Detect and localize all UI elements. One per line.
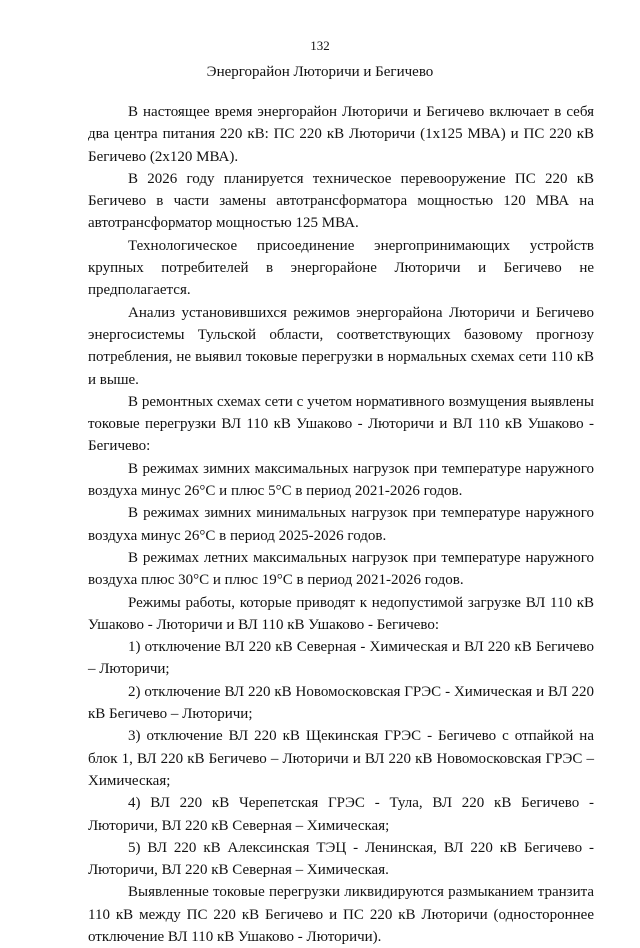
paragraph: В 2026 году планируется техническое перевооружение ПС 220 кВ Бегичево в части замены автотрансформатора мощностью 120 МВА на автотрансформатор мощностью 125 МВА. xyxy=(88,170,594,232)
list-item: 3) отключение ВЛ 220 кВ Щекинская ГРЭС - Бегичево с отпайкой на блок 1, ВЛ 220 кВ Бегичево – Лютоpичи и ВЛ 220 кВ Новомосковская ГРЭС – Химическая; xyxy=(88,728,594,789)
paragraph: Технологическое присоединение энергопринимающих устройств крупных потребителей в энергорайоне Лютоpичи и Бегичево не предполагается. xyxy=(88,237,594,299)
paragraph: Режимы работы, которые приводят к недопустимой загрузке ВЛ 110 кВ Ушаково - Лютоpичи и ВЛ 110 кВ Ушаково - Бегичево: xyxy=(88,594,594,633)
list-item: 5) ВЛ 220 кВ Алексинская ТЭЦ - Ленинская, ВЛ 220 кВ Бегичево - Лютоpичи, ВЛ 220 кВ Северная – Химическая. xyxy=(88,839,594,879)
paragraph: В настоящее время энергорайон Лютоpичи и Бегичево включает в себя два центра питания 220 кВ: ПС 220 кВ Лютоpичи (1х125 МВА) и ПС 220 кВ Бегичево (2х120 МВА). xyxy=(88,104,594,165)
page-title: Энергорайон Лютоpичи и Бегичево xyxy=(206,64,434,80)
paragraph: В режимах зимних максимальных нагрузок при температуре наружного воздуха минус 26°С и плюс 5°С в период 2021-2026 годов. xyxy=(88,460,594,500)
paragraph: В ремонтных схемах сети с учетом нормативного возмущения выявлены токовые перегрузки ВЛ 110 кВ Ушаково - Лютоpичи и ВЛ 110 кВ Ушаково - Бегичево: xyxy=(88,393,594,455)
page-number: 132 xyxy=(310,38,330,53)
list-item: 2) отключение ВЛ 220 кВ Новомосковская ГРЭС - Химическая и ВЛ 220 кВ Бегичево – Лютоpичи; xyxy=(88,683,594,723)
paragraph: В режимах зимних минимальных нагрузок при температуре наружного воздуха минус 26°С в период 2025-2026 годов. xyxy=(88,505,594,544)
list-item: 4) ВЛ 220 кВ Черепетская ГРЭС - Тула, ВЛ 220 кВ Бегичево - Лютоpичи, ВЛ 220 кВ Северная – Химическая; xyxy=(88,795,594,834)
paragraph: Выявленные токовые перегрузки ликвидируются размыканием транзита 110 кВ между ПС 220 кВ Бегичево и ПС 220 кВ Лютоpичи (одностороннее отключение ВЛ 110 кВ Ушаково - Лютоpичи). xyxy=(88,884,594,945)
body-text xyxy=(88,101,594,948)
list-item: 1) отключение ВЛ 220 кВ Северная - Химическая и ВЛ 220 кВ Бегичево – Лютоpичи; xyxy=(88,639,594,678)
paragraph: В режимах летних максимальных нагрузок при температуре наружного воздуха плюс 30°С и плюс 19°С в период 2021-2026 годов. xyxy=(88,549,594,589)
paragraph: Анализ установившихся режимов энергорайона Лютоpичи и Бегичево энергосистемы Тульской области, соответствующих базовому прогнозу потребления, не выявил токовые перегрузки в нормальных схемах сети 110 кВ и выше. xyxy=(88,304,594,388)
